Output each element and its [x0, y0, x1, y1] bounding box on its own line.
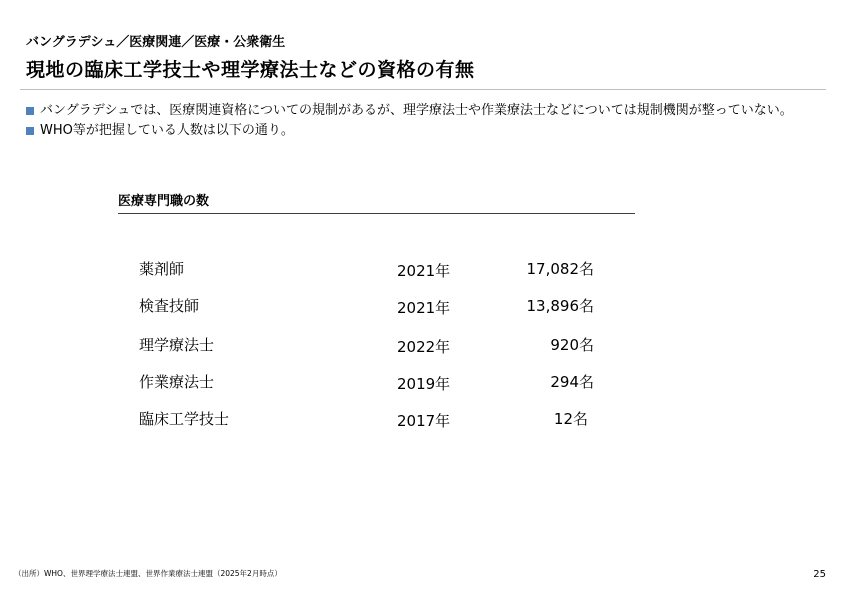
page-title: 現地の臨床工学技士や理学療法士などの資格の有無 [26, 59, 475, 81]
table-row [0, 371, 842, 395]
table-row [0, 334, 842, 358]
bullet-text: WHO等が把握している人数は以下の通り。 [40, 123, 294, 138]
title-divider [20, 89, 826, 90]
bullet-list [26, 101, 816, 141]
profession-cell: 理学療法士 [139, 336, 215, 354]
source-note: （出所）WHO、世界理学療法士連盟、世界作業療法士連盟（2025年2月時点） [14, 569, 282, 578]
profession-cell: 臨床工学技士 [139, 410, 230, 428]
year-cell: 2017年 [397, 412, 451, 430]
page-number: 25 [813, 569, 826, 580]
count-cell: 12名 [553, 410, 588, 428]
year-cell: 2021年 [397, 299, 451, 317]
bullet-item [26, 121, 816, 141]
square-bullet-icon [26, 127, 34, 135]
profession-cell: 作業療法士 [139, 373, 215, 391]
count-cell: 920名 [550, 336, 594, 354]
table-row [0, 295, 842, 319]
year-cell: 2022年 [397, 338, 451, 356]
profession-cell: 薬剤師 [139, 260, 185, 278]
square-bullet-icon [26, 107, 34, 115]
year-cell: 2019年 [397, 375, 451, 393]
table-title: 医療専門職の数 [118, 194, 210, 209]
table-row [0, 408, 842, 432]
bullet-item [26, 101, 816, 121]
year-cell: 2021年 [397, 262, 451, 280]
count-cell: 294名 [550, 373, 594, 391]
breadcrumb: バングラデシュ／医療関連／医療・公衆衛生 [26, 35, 286, 50]
bullet-text: バングラデシュでは、医療関連資格についての規制があるが、理学療法士や作業療法士などについては規制機関が整っていない。 [40, 103, 793, 118]
table-row [0, 258, 842, 282]
count-cell: 17,082名 [526, 260, 594, 278]
count-cell: 13,896名 [526, 297, 594, 315]
table-title-divider [118, 213, 635, 214]
profession-cell: 検査技師 [139, 297, 200, 315]
